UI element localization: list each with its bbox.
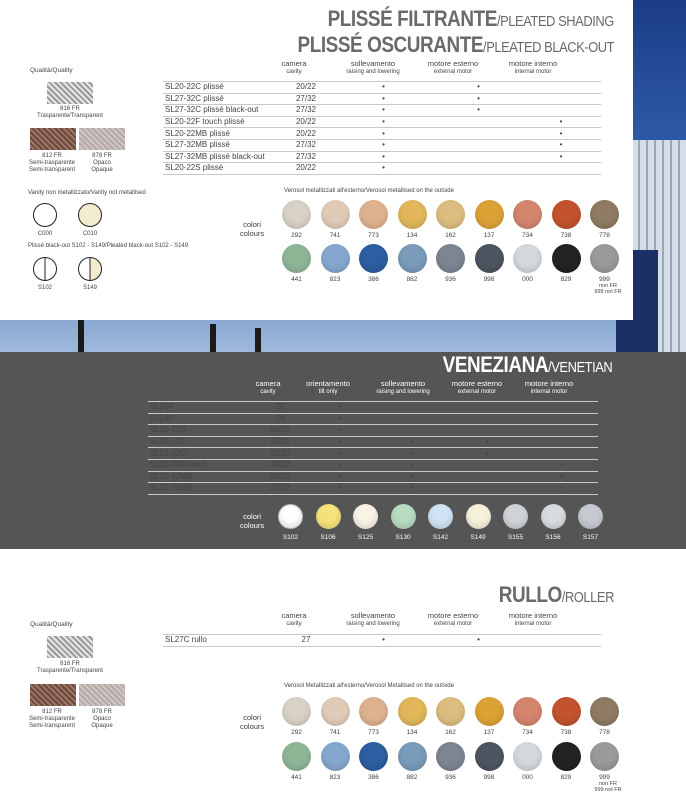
verosol-label: Verosol metallizzati all'esterno/Verosol metallised on the outside <box>284 188 454 194</box>
r-col-external-motor: motore esterno external motor <box>427 611 479 627</box>
venetian-swatch-code: S155 <box>507 534 524 541</box>
table-row <box>148 483 598 495</box>
table-cell <box>526 402 598 414</box>
table-cell: • <box>304 402 376 414</box>
col-internal-motor: motore interno internal motor <box>508 59 558 75</box>
table-cell: • <box>376 436 448 448</box>
roller-fabric-812-caption: Semi-trasparente Semi-transparent <box>28 716 76 729</box>
table-cell: • <box>304 471 376 483</box>
roller-spec-table <box>163 634 601 647</box>
table-cell <box>526 413 598 425</box>
table-cell: • <box>304 413 376 425</box>
palm-trunk <box>78 320 84 352</box>
table-cell: 20/22 <box>256 471 304 483</box>
quality-label: Qualità/Quality <box>30 67 73 74</box>
table-cell: SL27-32C <box>148 448 256 460</box>
table-cell: • <box>521 116 601 128</box>
r-col-cavity: camera cavity <box>281 611 307 627</box>
roller-r1-swatch-code: 137 <box>483 729 495 736</box>
table-row <box>163 116 601 128</box>
venetian-swatch-S142 <box>428 504 453 529</box>
fabric-816-code: 816 FR <box>60 106 80 112</box>
roller-r1-swatch-734 <box>513 697 542 726</box>
venetian-swatch-code: S149 <box>470 534 486 541</box>
venetian-swatch-S149 <box>466 504 491 529</box>
vanity-label: Vanity non metallizzato/Vanity not metallised <box>28 190 146 196</box>
pleated-r2-swatch-998 <box>475 244 504 273</box>
roller-r2-swatch-441 <box>282 742 311 771</box>
venetian-swatch-S156 <box>541 504 566 529</box>
fabric-816-caption: Trasparente/Transparent <box>37 113 103 119</box>
venetian-swatch-S130 <box>391 504 416 529</box>
roller-fabric-816-caption: Trasparente/Transparent <box>37 668 103 674</box>
table-cell <box>448 425 526 437</box>
roller-r1-swatch-134 <box>398 697 427 726</box>
table-cell <box>448 483 526 495</box>
venetian-swatch-S125 <box>353 504 378 529</box>
table-cell <box>526 436 598 448</box>
pleated-r1-swatch-773 <box>359 200 388 229</box>
table-row <box>148 471 598 483</box>
table-cell <box>521 163 601 175</box>
pleated-r2-swatch-882 <box>398 244 427 273</box>
v-col-raising: sollevamento raising and lowering <box>376 379 430 395</box>
fabric-878-code: 878 FR <box>92 153 112 159</box>
table-cell: • <box>304 483 376 495</box>
table-cell: • <box>521 139 601 151</box>
vanity-c000-swatch <box>33 203 57 227</box>
roller-r1-swatch-code: 292 <box>291 729 302 736</box>
table-cell: • <box>331 139 436 151</box>
roller-r1-swatch-741 <box>321 697 350 726</box>
table-cell <box>436 139 521 151</box>
roller-fabric-812-code: 812 FR <box>42 709 62 715</box>
pleated-r1-swatch-code: 734 <box>522 232 533 239</box>
vanity-c000-code: C000 <box>37 231 53 237</box>
roller-r2-swatch-386 <box>359 742 388 771</box>
venetian-swatch-code: S125 <box>357 534 374 541</box>
table-cell: 20/22 <box>256 425 304 437</box>
roller-r2-swatch-code: 936 <box>445 774 456 781</box>
pleated-r2-swatch-386 <box>359 244 388 273</box>
roller-r2-swatch-code: 441 <box>291 774 302 781</box>
pleated-r1-swatch-code: 134 <box>406 232 418 239</box>
pleated-r2-swatch-code: 823 <box>329 276 341 283</box>
table-cell: • <box>331 93 436 105</box>
pleated-r2-swatch-936 <box>436 244 465 273</box>
table-cell <box>436 128 521 140</box>
table-row <box>163 151 601 163</box>
roller-quality-label: Qualità/Quality <box>30 621 73 628</box>
table-cell: SL27-32MB plissé <box>163 139 281 151</box>
roller-r2-swatch-829 <box>552 742 581 771</box>
roller-r1-swatch-778 <box>590 697 619 726</box>
roller-fabric-878-swatch <box>79 684 125 706</box>
vanity-c010-swatch <box>78 203 102 227</box>
pleated-r1-swatch-734 <box>513 200 542 229</box>
pleated-r1-swatch-778 <box>590 200 619 229</box>
roller-r2-swatch-936 <box>436 742 465 771</box>
roller-fabric-812-swatch <box>30 684 76 706</box>
v-col-tilt: orientamento tilt only <box>306 379 350 395</box>
table-cell: • <box>521 151 601 163</box>
table-cell <box>448 402 526 414</box>
roller-fabric-816-swatch <box>47 636 93 658</box>
venetian-swatch-S102 <box>278 504 303 529</box>
pleated-r2-swatch-code: 936 <box>445 276 456 283</box>
pleated-999-note: non FR 999 not FR <box>594 283 622 295</box>
table-cell: 20/22 <box>281 163 331 175</box>
table-cell: SL20-22S plissé <box>163 163 281 175</box>
table-cell: • <box>304 459 376 471</box>
table-cell: SL27-32C plissé black-out <box>163 105 281 117</box>
roller-r1-swatch-code: 741 <box>329 729 341 736</box>
pleated-spec-table <box>163 81 601 175</box>
table-cell: SL27-32MB <box>148 483 256 495</box>
pleated-blackout-title: PLISSÉ OSCURANTE/PLEATED BLACK-OUT <box>297 32 614 57</box>
table-cell: 27/32 <box>256 448 304 460</box>
roller-999-note: non FR 999 not FR <box>594 781 622 793</box>
table-cell: • <box>436 93 521 105</box>
table-row <box>163 93 601 105</box>
table-row <box>148 436 598 448</box>
table-cell: • <box>526 471 598 483</box>
table-cell: • <box>376 471 448 483</box>
pleated-r2-swatch-000 <box>513 244 542 273</box>
table-cell <box>376 413 448 425</box>
roller-fabric-878-code: 878 FR <box>92 709 112 715</box>
table-cell <box>448 459 526 471</box>
pleated-r2-swatch-829 <box>552 244 581 273</box>
palm-trunk <box>255 328 261 352</box>
roller-r1-swatch-code: 734 <box>522 729 533 736</box>
col-cavity: camera cavity <box>281 59 307 75</box>
pleated-r2-swatch-code: 829 <box>560 276 572 283</box>
table-cell: • <box>376 459 448 471</box>
table-cell: SL20-22MB plissé <box>163 128 281 140</box>
table-cell: • <box>331 105 436 117</box>
table-cell <box>436 163 521 175</box>
table-cell: • <box>526 459 598 471</box>
table-cell: SL27C rullo <box>163 635 281 647</box>
roller-fabric-816-code: 816 FR <box>60 661 80 667</box>
roller-fabric-878-caption: Opaco Opaque <box>91 716 113 729</box>
table-cell: 27/32 <box>281 151 331 163</box>
table-cell: • <box>331 116 436 128</box>
venetian-swatch-S106 <box>316 504 341 529</box>
table-cell: • <box>331 128 436 140</box>
table-cell: SL27-32C plissé <box>163 93 281 105</box>
table-row <box>148 413 598 425</box>
table-cell: • <box>521 128 601 140</box>
pleated-r2-swatch-code: 999 <box>599 276 610 283</box>
pleated-r1-swatch-134 <box>398 200 427 229</box>
pleated-r1-swatch-code: 292 <box>291 232 302 239</box>
venetian-swatch-code: S156 <box>545 534 561 541</box>
roller-r1-swatch-code: 162 <box>445 729 456 736</box>
table-cell: 27/32 <box>281 93 331 105</box>
colours-label: colori colours <box>240 220 265 238</box>
venetian-spec-table <box>148 401 598 495</box>
venetian-title: VENEZIANA/VENETIAN <box>442 352 612 377</box>
venetian-swatch-S157 <box>578 504 603 529</box>
table-cell: 20/22 <box>281 128 331 140</box>
roller-r2-swatch-998 <box>475 742 504 771</box>
blackout-s149-code: S149 <box>82 285 97 291</box>
table-cell: • <box>304 448 376 460</box>
roller-r2-swatch-code: 998 <box>483 774 495 781</box>
table-row <box>163 139 601 151</box>
pleated-r1-swatch-741 <box>321 200 350 229</box>
pleated-r1-swatch-code: 137 <box>483 232 495 239</box>
table-cell <box>521 105 601 117</box>
table-cell: 20/22 <box>256 436 304 448</box>
venetian-swatch-code: S142 <box>432 534 449 541</box>
table-cell: 27 <box>281 635 331 647</box>
table-cell <box>376 425 448 437</box>
pleated-r2-swatch-823 <box>321 244 350 273</box>
table-cell: SL20-22F touch plissé <box>163 116 281 128</box>
table-cell: SL20-22C plissé <box>163 82 281 94</box>
v-col-external-motor: motore esterno external motor <box>451 379 503 395</box>
table-cell: SL27-32MB plissé black-out <box>163 151 281 163</box>
v-colours-label: colori colours <box>240 512 265 530</box>
table-cell: • <box>436 635 521 647</box>
roller-r1-swatch-738 <box>552 697 581 726</box>
pleated-r2-swatch-code: 998 <box>483 276 495 283</box>
roller-r1-swatch-code: 134 <box>406 729 418 736</box>
table-cell: • <box>436 82 521 94</box>
roller-r2-swatch-code: 823 <box>329 774 341 781</box>
v-col-internal-motor: motore interno internal motor <box>524 379 574 395</box>
table-cell <box>526 425 598 437</box>
table-cell: 20/22 <box>281 82 331 94</box>
col-raising: sollevamento raising and lowering <box>346 59 400 75</box>
venetian-swatch-code: S106 <box>320 534 336 541</box>
venetian-swatch-code: S130 <box>395 534 411 541</box>
table-cell <box>526 448 598 460</box>
table-cell: 20 <box>256 402 304 414</box>
roller-r2-swatch-code: 386 <box>368 774 379 781</box>
roller-r1-swatch-137 <box>475 697 504 726</box>
table-cell: • <box>304 425 376 437</box>
table-cell: 27/32 <box>281 105 331 117</box>
blackout-label: Plissé black-out S102 - S149/Pleated black-out S102 - S149 <box>28 243 189 249</box>
pleated-r1-swatch-code: 778 <box>599 232 610 239</box>
table-cell <box>521 93 601 105</box>
table-cell: 27/32 <box>256 483 304 495</box>
table-cell: SL24P <box>148 413 256 425</box>
table-cell: • <box>448 436 526 448</box>
roller-r1-swatch-773 <box>359 697 388 726</box>
table-cell: SL20P <box>148 402 256 414</box>
table-cell: • <box>448 448 526 460</box>
table-row <box>163 128 601 140</box>
table-cell: SL20-22F touch <box>148 459 256 471</box>
table-cell: 24 <box>256 413 304 425</box>
v-col-cavity: camera cavity <box>255 379 281 395</box>
pleated-r2-swatch-code: 000 <box>522 276 533 283</box>
roller-r1-swatch-code: 773 <box>368 729 379 736</box>
table-row <box>148 425 598 437</box>
table-cell: 27/32 <box>281 139 331 151</box>
pleated-r2-swatch-code: 882 <box>406 276 418 283</box>
table-row <box>163 635 601 647</box>
table-cell <box>436 116 521 128</box>
pleated-r1-swatch-code: 738 <box>560 232 572 239</box>
blackout-s102-code: S102 <box>37 285 52 291</box>
table-row <box>163 82 601 94</box>
roller-r2-swatch-999 <box>590 742 619 771</box>
roller-r1-swatch-code: 738 <box>560 729 572 736</box>
fabric-812-swatch <box>30 128 76 150</box>
roller-r2-swatch-823 <box>321 742 350 771</box>
table-cell <box>521 635 601 647</box>
roller-r1-swatch-292 <box>282 697 311 726</box>
roller-colours-label: colori colours <box>240 713 265 731</box>
table-cell: • <box>331 82 436 94</box>
table-cell: • <box>376 483 448 495</box>
venetian-swatch-code: S157 <box>582 534 599 541</box>
table-cell: SL20-22C <box>148 436 256 448</box>
table-cell: • <box>376 448 448 460</box>
palm-trunk <box>210 324 216 352</box>
roller-r2-swatch-code: 829 <box>560 774 572 781</box>
roller-r2-swatch-code: 000 <box>522 774 533 781</box>
table-cell: • <box>331 635 436 647</box>
table-cell <box>521 82 601 94</box>
table-row <box>148 448 598 460</box>
roller-r2-swatch-code: 999 <box>599 774 610 781</box>
table-cell <box>448 471 526 483</box>
table-cell: SL20-22MB <box>148 471 256 483</box>
fabric-812-caption: Semi-trasparente Semi-transparent <box>28 160 76 173</box>
pleated-r1-swatch-code: 773 <box>368 232 379 239</box>
table-cell <box>376 402 448 414</box>
pleated-r1-swatch-code: 741 <box>329 232 341 239</box>
vanity-c010-code: C010 <box>82 231 98 237</box>
table-cell: 20/22 <box>256 459 304 471</box>
roller-r1-swatch-162 <box>436 697 465 726</box>
col-external-motor: motore esterno external motor <box>427 59 479 75</box>
pleated-r1-swatch-162 <box>436 200 465 229</box>
table-cell: • <box>304 436 376 448</box>
table-cell: 20/22 <box>281 116 331 128</box>
pleated-r2-swatch-441 <box>282 244 311 273</box>
fabric-878-caption: Opaco Opaque <box>91 160 113 173</box>
pleated-r2-swatch-code: 386 <box>368 276 379 283</box>
blackout-s102-swatch <box>33 257 57 281</box>
r-col-raising: sollevamento raising and lowering <box>346 611 400 627</box>
roller-r2-swatch-code: 882 <box>406 774 418 781</box>
table-row <box>148 459 598 471</box>
table-cell: • <box>331 163 436 175</box>
fabric-816-swatch <box>47 82 93 104</box>
table-cell: SL20-22B <box>148 425 256 437</box>
pleated-r1-swatch-code: 162 <box>445 232 456 239</box>
r-col-internal-motor: motore interno internal motor <box>508 611 558 627</box>
venetian-swatch-S155 <box>503 504 528 529</box>
table-row <box>148 402 598 414</box>
fabric-812-code: 812 FR <box>42 153 62 159</box>
table-cell: • <box>436 105 521 117</box>
table-cell: • <box>526 483 598 495</box>
roller-verosol-label: Verosol Metallizzati all'esterno/Verosol Metallised on the outside <box>284 683 454 689</box>
table-cell: • <box>331 151 436 163</box>
roller-r1-swatch-code: 778 <box>599 729 610 736</box>
pleated-r2-swatch-999 <box>590 244 619 273</box>
pleated-r2-swatch-code: 441 <box>291 276 302 283</box>
pleated-shading-title: PLISSÉ FILTRANTE/PLEATED SHADING <box>327 6 614 31</box>
roller-r2-swatch-882 <box>398 742 427 771</box>
pleated-r1-swatch-292 <box>282 200 311 229</box>
table-cell <box>436 151 521 163</box>
pleated-r1-swatch-738 <box>552 200 581 229</box>
blackout-s149-swatch <box>78 257 102 281</box>
table-row <box>163 105 601 117</box>
table-row <box>163 163 601 175</box>
pleated-r1-swatch-137 <box>475 200 504 229</box>
venetian-swatch-code: S102 <box>282 534 299 541</box>
roller-title: RULLO/ROLLER <box>498 582 614 607</box>
roller-r2-swatch-000 <box>513 742 542 771</box>
table-cell <box>448 413 526 425</box>
fabric-878-swatch <box>79 128 125 150</box>
